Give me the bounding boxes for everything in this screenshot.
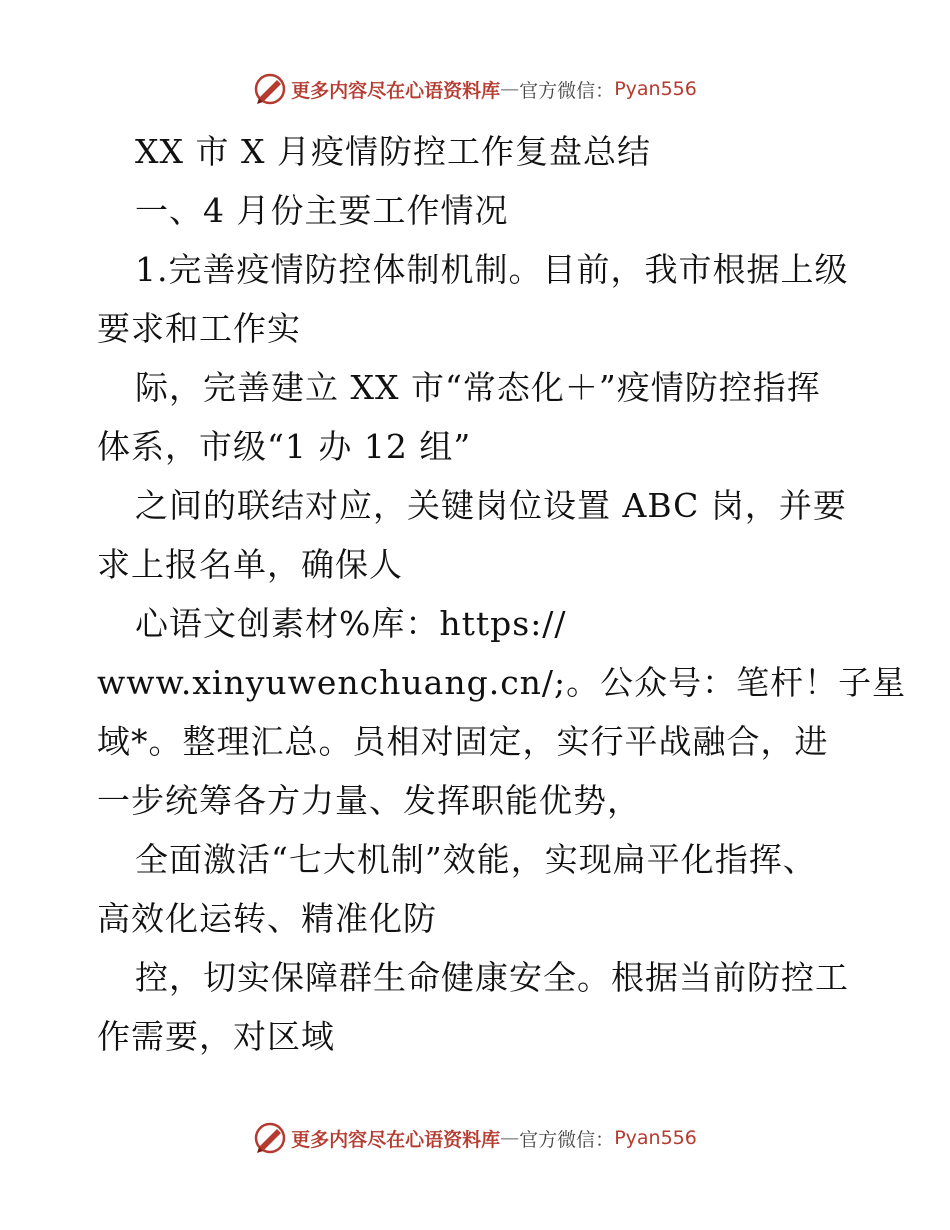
footer-banner [0, 1121, 950, 1155]
paragraph-line: 体系，市级“1 办 12 组” [97, 427, 472, 466]
paragraph-line: 控，切实保障群生命健康安全。根据当前防控工 [135, 958, 849, 997]
banner-wechat-id: Pyan556 [614, 78, 697, 100]
section-heading: 一、4 月份主要工作情况 [135, 191, 509, 230]
paragraph-line: 际，完善建立 XX 市“常态化＋”疫情防控指挥 [135, 368, 821, 407]
header-banner [0, 72, 950, 106]
writing-logo-icon [253, 72, 287, 106]
banner-main-text: 更多内容尽在心语资料库 [291, 1128, 501, 1151]
paragraph-line: 求上报名单，确保人 [97, 545, 403, 584]
banner-wechat-label: 官方微信： [519, 1128, 615, 1151]
paragraph-line: 域*。整理汇总。员相对固定，实行平战融合，进 [97, 722, 829, 761]
paragraph-line: 要求和工作实 [97, 309, 301, 348]
paragraph-line: 全面激活“七大机制”效能，实现扁平化指挥、 [135, 840, 817, 879]
paragraph-line: 高效化运转、精准化防 [97, 899, 437, 938]
banner-dash: — [500, 78, 520, 100]
paragraph-line: 1.完善疫情防控体制机制。目前，我市根据上级 [135, 250, 849, 289]
writing-logo-icon [253, 1121, 287, 1155]
paragraph-line: 作需要，对区域 [97, 1017, 335, 1056]
document-title: XX 市 X 月疫情防控工作复盘总结 [135, 132, 651, 171]
paragraph-line: www.xinyuwenchuang.cn/;。公众号：笔杆！子星 [97, 663, 907, 702]
paragraph-line: 之间的联结对应，关键岗位设置 ABC 岗，并要 [135, 486, 847, 525]
banner-dash: — [500, 1127, 520, 1149]
banner-wechat-label: 官方微信： [519, 79, 615, 102]
paragraph-line: 一步统筹各方力量、发挥职能优势， [97, 781, 641, 820]
banner-main-text: 更多内容尽在心语资料库 [291, 79, 501, 102]
banner-wechat-id: Pyan556 [614, 1127, 697, 1149]
document-body [97, 122, 907, 1066]
paragraph-line: 心语文创素材%库：https:// [135, 604, 567, 643]
